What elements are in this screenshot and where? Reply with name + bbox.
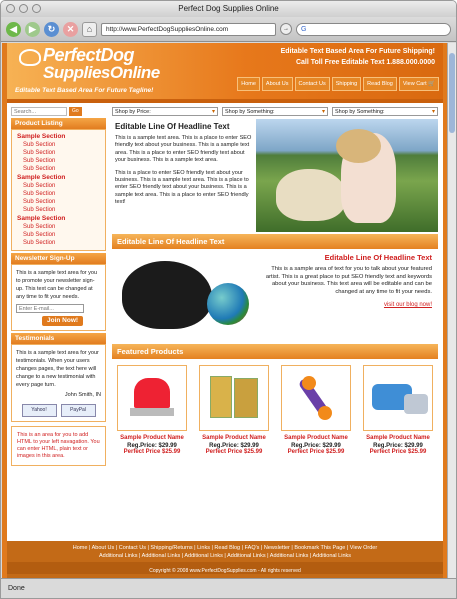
product-image[interactable] xyxy=(281,365,351,431)
sidebar-subsection[interactable]: Sub Section xyxy=(23,158,56,164)
status-bar xyxy=(1,578,456,598)
featured-products-heading: Featured Products xyxy=(112,344,438,359)
shipping-text: Editable Text Based Area For Future Shipping! xyxy=(280,48,435,55)
left-sidebar xyxy=(11,107,106,466)
testimonials-heading: Testimonials xyxy=(11,333,106,344)
zoom-window-button[interactable] xyxy=(32,4,41,13)
product-reg-price: Reg.Price: $29.99 xyxy=(209,443,259,449)
feature-paragraph: This is a sample text area. This is a place to enter SEO friendly text about your business. This is a sample text area. This is a place to enter SEO friendly text about your business. This is a sample text area. xyxy=(115,135,252,164)
section-bar-headline: Editable Line Of Headline Text xyxy=(112,234,438,249)
sidebar-subsection[interactable]: Sub Section xyxy=(23,207,56,213)
stop-button[interactable]: ✕ xyxy=(63,22,78,37)
product-perfect-price: Perfect Price $25.99 xyxy=(205,449,263,455)
product-listing xyxy=(11,129,106,251)
site-header xyxy=(7,43,443,103)
testimonial-text: This is a sample text area for your testimonials. When your users changes pages, the text here will change to a new testimonial with every page turn. xyxy=(16,350,99,388)
reload-button[interactable]: ↻ xyxy=(44,22,59,37)
sidebar-subsection[interactable]: Sub Section xyxy=(23,224,56,230)
sidebar-subsection[interactable]: Sub Section xyxy=(23,232,56,238)
vertical-scrollbar[interactable] xyxy=(447,43,456,578)
feature-block xyxy=(112,119,438,232)
forward-button[interactable]: ▶ xyxy=(25,22,40,37)
feature-text xyxy=(112,119,256,232)
visit-blog-link[interactable]: visit our blog now! xyxy=(383,302,432,309)
google-search-field[interactable]: G xyxy=(296,23,451,36)
hair-shape xyxy=(336,129,381,163)
scrollbar-thumb[interactable] xyxy=(449,53,455,133)
main-content xyxy=(112,107,438,455)
feature-paragraph-2: This is a place to enter SEO friendly text about your business. This is a sample text area. This is a place to enter SEO friendly text about your business. This is a sample text area. This is a place to enter SEO friendly text! xyxy=(115,169,249,206)
product-name[interactable]: Sample Product Name xyxy=(284,435,348,441)
back-button[interactable]: ◀ xyxy=(6,22,21,37)
status-text: Done xyxy=(8,585,25,592)
window-title: Perfect Dog Supplies Online xyxy=(178,4,279,13)
puppy-shape xyxy=(122,261,212,329)
shop-by-price-select[interactable]: Shop by Price: ▾ xyxy=(112,107,218,116)
sidebar-subsection[interactable]: Sub Section xyxy=(23,150,56,156)
sidebar-section[interactable]: Sample Section xyxy=(17,133,66,140)
newsletter-text: This is a sample text area for you to promote your newsletter sign-up. This text can be changed at any time to fit your needs. xyxy=(16,270,98,300)
custom-html-note: This is an area for you to add HTML to your left navagation. You can enter HTML, plain text or images in this area. xyxy=(11,426,106,466)
join-now-button[interactable]: Join Now! xyxy=(42,316,83,326)
footer-additional-links[interactable]: Additional Links | Additional Links | Additional Links | Additional Links | Additional Links | Additional Links xyxy=(98,553,352,559)
newsletter-box xyxy=(11,264,106,331)
featured-artist-block xyxy=(112,249,438,342)
girl-with-dog-photo xyxy=(256,119,438,232)
sidebar-section[interactable]: Sample Section xyxy=(17,215,66,222)
product-card[interactable] xyxy=(197,365,271,455)
site-footer xyxy=(7,541,443,578)
sidebar-subsection[interactable]: Sub Section xyxy=(23,183,56,189)
product-image[interactable] xyxy=(199,365,269,431)
featured-headline: Editable Line Of Headline Text xyxy=(324,253,432,262)
product-card[interactable] xyxy=(115,365,189,455)
paypal-badge[interactable]: PayPal xyxy=(61,404,96,417)
product-image[interactable] xyxy=(363,365,433,431)
testimonial-author: John Smith, IN xyxy=(64,392,101,398)
nav-view-cart-label: View Cart xyxy=(402,81,427,87)
product-name[interactable]: Sample Product Name xyxy=(120,435,184,441)
nav-shipping[interactable]: Shipping xyxy=(332,77,361,91)
sidebar-subsection[interactable]: Sub Section xyxy=(23,199,56,205)
newsletter-heading: Newsletter Sign-Up xyxy=(11,253,106,264)
nav-contact-us[interactable]: Contact Us xyxy=(295,77,330,91)
logo-line1[interactable]: PerfectDog xyxy=(43,45,135,65)
shop-by-something-select[interactable]: Shop by Something: ▾ xyxy=(222,107,328,116)
home-icon[interactable]: ⌂ xyxy=(82,22,97,37)
phone-text: Call Toll Free Editable Text 1.888.000.0000 xyxy=(295,59,435,66)
window-controls xyxy=(6,4,41,13)
nav-view-cart[interactable] xyxy=(399,77,439,91)
feature-headline: Editable Line Of Headline Text xyxy=(115,122,230,131)
title-bar xyxy=(1,1,456,17)
logo-line2[interactable]: SuppliesOnline xyxy=(43,63,160,82)
product-listing-heading: Product Listing xyxy=(11,118,106,129)
sidebar-subsection[interactable]: Sub Section xyxy=(23,166,56,172)
web-page xyxy=(2,43,448,578)
product-perfect-price: Perfect Price $25.99 xyxy=(287,449,345,455)
tagline: Editable Text Based Area For Future Tagline! xyxy=(15,87,154,94)
shop-filters xyxy=(112,107,438,116)
sidebar-subsection[interactable]: Sub Section xyxy=(23,191,56,197)
search-button[interactable]: Go xyxy=(69,107,82,116)
sidebar-subsection[interactable]: Sub Section xyxy=(23,142,56,148)
minimize-window-button[interactable] xyxy=(19,4,28,13)
sidebar-section[interactable]: Sample Section xyxy=(17,174,66,181)
url-bar[interactable]: http://www.PerfectDogSuppliesOnline.com xyxy=(101,23,276,36)
product-card[interactable] xyxy=(279,365,353,455)
yahoo-badge[interactable]: Yahoo! xyxy=(22,404,57,417)
product-reg-price: Reg.Price: $29.99 xyxy=(127,443,177,449)
product-reg-price: Reg.Price: $29.99 xyxy=(291,443,341,449)
featured-paragraph: This is a sample area of text for you to talk about your featured artist. This is a great place to put SEO friendly text and keywords about your business. This text area will be editable and can be changed at any time to fit your needs. xyxy=(265,266,432,295)
go-button[interactable]: → xyxy=(280,23,292,35)
footer-links[interactable]: Home | About Us | Contact Us | Shipping/Returns | Links | Read Blog | FAQ's | Newsletter | Bookmark This Page | View Order xyxy=(72,545,378,551)
shop-by-something-select-2[interactable]: Shop by Something: ▾ xyxy=(332,107,438,116)
puppy-with-ball-photo xyxy=(112,249,257,342)
web-viewport xyxy=(2,43,448,578)
page-body xyxy=(7,103,443,541)
product-name[interactable]: Sample Product Name xyxy=(202,435,266,441)
site-search xyxy=(11,107,106,116)
nav-about-us[interactable]: About Us xyxy=(262,77,293,91)
footer-copyright: Copyright © 2008 www.PerfectDogSupplies.com - All rights reserved xyxy=(7,562,443,574)
dog-shape xyxy=(276,169,346,221)
search-input[interactable] xyxy=(11,107,67,116)
main-nav xyxy=(237,77,439,91)
trust-badges xyxy=(16,404,101,417)
testimonials-box xyxy=(11,344,106,422)
ball-shape xyxy=(207,283,249,325)
product-card[interactable] xyxy=(361,365,435,455)
nav-home[interactable]: Home xyxy=(237,77,260,91)
sidebar-subsection[interactable]: Sub Section xyxy=(23,240,56,246)
email-field[interactable] xyxy=(16,304,84,313)
close-window-button[interactable] xyxy=(6,4,15,13)
featured-products xyxy=(112,359,438,455)
product-image[interactable] xyxy=(117,365,187,431)
product-perfect-price: Perfect Price $25.99 xyxy=(123,449,181,455)
featured-artist-text xyxy=(257,249,438,342)
product-reg-price: Reg.Price: $29.99 xyxy=(373,443,423,449)
product-name[interactable]: Sample Product Name xyxy=(366,435,430,441)
browser-toolbar xyxy=(1,17,456,42)
nav-read-blog[interactable]: Read Blog xyxy=(363,77,397,91)
cart-icon: 🛒 xyxy=(428,81,435,87)
dog-bowl-logo-icon xyxy=(19,49,41,66)
product-perfect-price: Perfect Price $25.99 xyxy=(369,449,427,455)
